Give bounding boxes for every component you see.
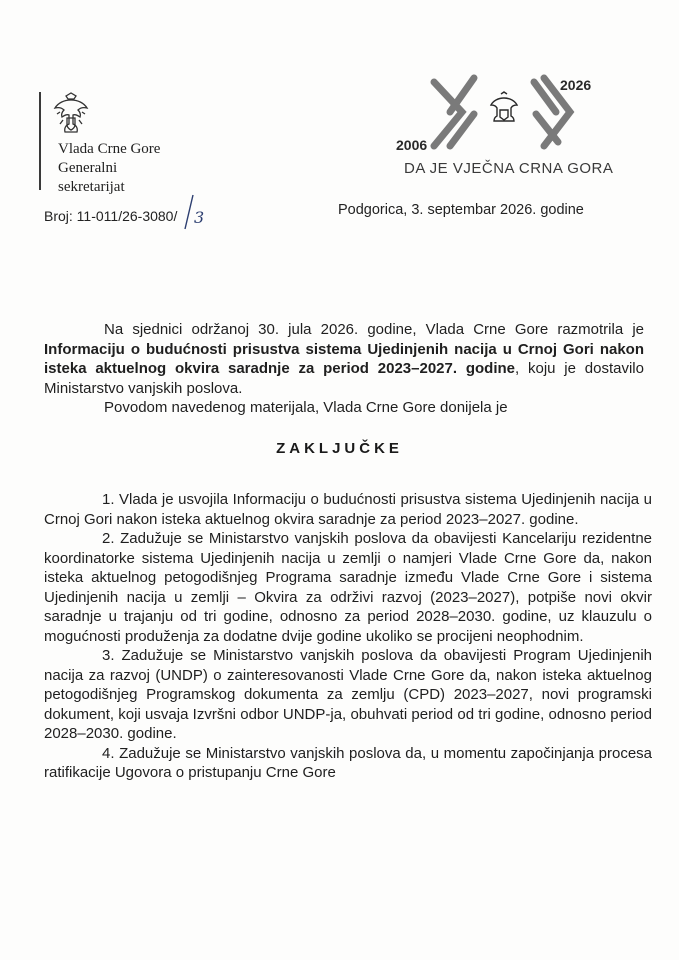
conclusion-item-2: 2. Zadužuje se Ministarstvo vanjskih poslova da obavijesti Kancelariju rezidentne koordinatorke sistema Ujedinjenih nacija u zemlji o namjeri Vlade Crne Gore da, nakon isteka aktuelnog petogodišnjeg Programa saradnje između Vlade Crne Gore i sistema Ujedinjenih nacija u zemlji – Okvira za održivi razvoj (2023–2027), potpiše novi okvir saradnje u trajanju od tri godine, odnosno za period 2028–2030. godine, uz klauzulu o mogućnosti produženja za dodatne dvije godine ukoliko se procijeni neophodnim. <box>44 530 652 645</box>
intro-bold-title: Informaciju o budućnosti prisustva sistema Ujedinjenih nacija u Crnoj Gori nakon isteka aktuelnog okvira saradnje za period 2023–2027. godine <box>44 340 644 377</box>
reference-number: Broj: 11-011/26-3080/ <box>44 208 178 224</box>
coat-of-arms-icon <box>52 92 90 138</box>
intro-text-1: Na sjednici održanoj 30. jula 2026. godine, Vlada Crne Gore razmotrila je <box>104 321 644 338</box>
anniversary-logo <box>394 68 600 168</box>
intro-line-2: Povodom navedenog materijala, Vlada Crne Gore donijela je <box>104 399 508 416</box>
issuer-line-1: Vlada Crne Gore <box>58 141 161 157</box>
intro-paragraph <box>44 320 644 418</box>
conclusions-heading: ZAKLJUČKE <box>276 440 403 457</box>
intro-text-2: , koju je dostavilo Ministarstvo vanjskih poslova. <box>44 360 644 397</box>
handwritten-number <box>181 193 211 231</box>
logo-year-2026: 2026 <box>560 77 592 93</box>
conclusions-list <box>44 490 652 783</box>
conclusion-item-3: 3. Zadužuje se Ministarstvo vanjskih poslova da obavijesti Program Ujedinjenih nacija za razvoj (UNDP) o zainteresovanosti Vlade Crne Gore da, nakon isteka aktuelnog petogodišnjeg Programskog dokumenta za zemlju (CPD) 2023–2027, novi programski dokument, koji usvaja Izvršni odbor UNDP-ja, obuhvati period od tri godine, odnosno period 2028–2030. godine. <box>44 647 652 742</box>
issuer-line-3: sekretarijat <box>58 179 125 195</box>
logo-caption: DA JE VJEČNA CRNA GORA <box>404 160 614 177</box>
logo-year-2006: 2006 <box>396 137 428 153</box>
header-divider <box>39 92 41 190</box>
issuer-line-2: Generalni <box>58 160 118 176</box>
conclusion-item-1: 1. Vlada je usvojila Informaciju o budućnosti prisustva sistema Ujedinjenih nacija u Crnoj Gori nakon isteka aktuelnog okvira saradnje za period 2023–2027. godine. <box>44 491 652 528</box>
handwritten-digit: 3 <box>194 208 205 227</box>
document-date: Podgorica, 3. septembar 2026. godine <box>338 202 584 218</box>
conclusion-item-4: 4. Zadužuje se Ministarstvo vanjskih poslova da, u momentu započinjanja procesa ratifikacije Ugovora o pristupanju Crne Gore <box>44 744 652 781</box>
issuer-block <box>58 140 160 197</box>
logo-crest-icon <box>491 92 517 121</box>
intro-line-1 <box>44 320 644 398</box>
